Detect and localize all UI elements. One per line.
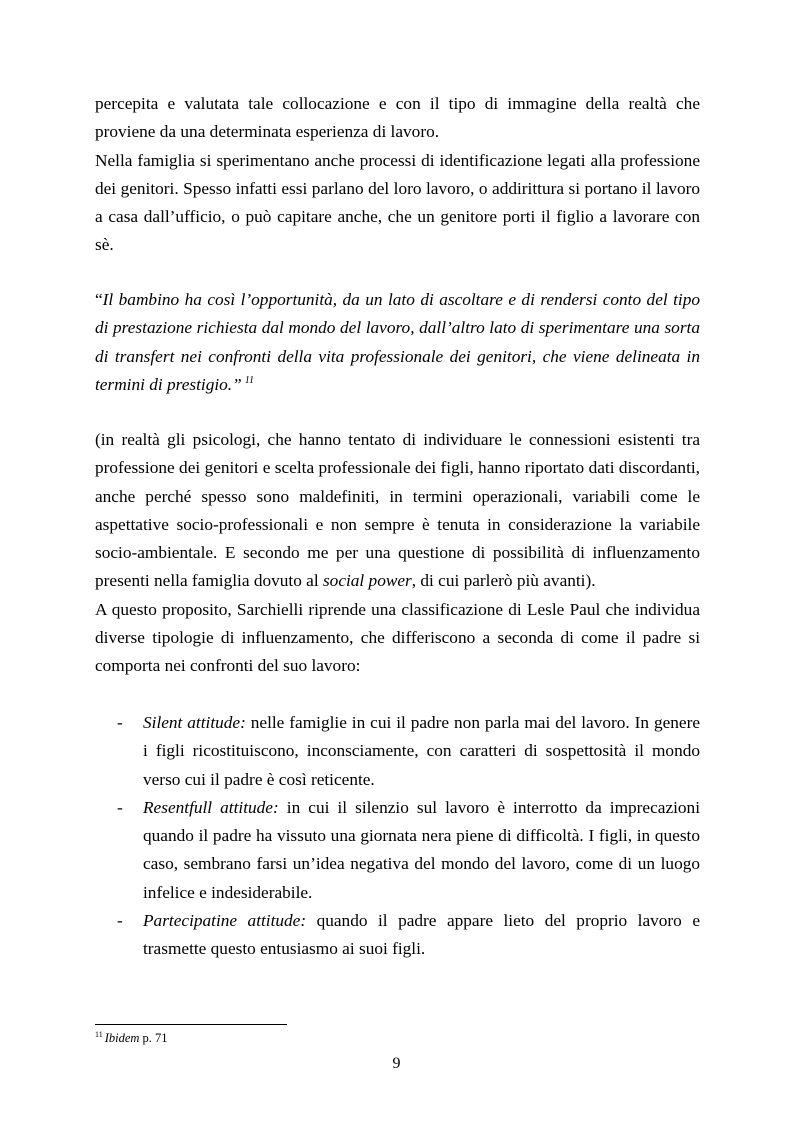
attitude-list — [95, 709, 700, 964]
footnote — [95, 1031, 168, 1046]
paragraph-line: A questo proposito, Sarchielli riprende una classificazione di Lesle Paul che individua diverse tipologie di influenzamento, che differiscono a seconda di come il padre si comporta nei confronti del suo lavoro: — [95, 599, 700, 676]
footnote-separator — [95, 1024, 287, 1025]
list-dash: - — [117, 797, 123, 817]
italic-term: social power — [322, 571, 412, 591]
footnote-reference[interactable]: 11 — [244, 374, 255, 386]
list-item — [95, 794, 700, 907]
list-item-text: nelle famiglie in cui il padre non parla mai del lavoro. In genere i figli ricostituiscono, inconsciamente, con caratteri di sospettosità il mondo verso cui il padre è così reticente. — [143, 713, 700, 789]
footnote-text: p. 71 — [139, 1031, 168, 1045]
page-number: 9 — [392, 1055, 401, 1072]
block-quote — [95, 286, 700, 399]
quote-open-mark: “ — [95, 290, 103, 309]
body-paragraph — [95, 90, 700, 260]
footnote-italic: Ibidem — [104, 1031, 140, 1045]
list-dash: - — [117, 911, 123, 931]
list-item-term: Resentfull attitude: — [143, 797, 279, 817]
paragraph-line: percepita e valutata tale collocazione e con il tipo di immagine della realtà che proviene da una determinata esperienza di lavoro. — [95, 94, 700, 142]
body-paragraph — [95, 426, 700, 681]
list-item-text: quando il padre appare lieto del proprio lavoro e trasmette questo entusiasmo ai suoi figli. — [143, 911, 700, 959]
list-dash: - — [117, 713, 123, 732]
list-item — [95, 709, 700, 794]
list-item-term: Silent attitude: — [143, 713, 246, 732]
quote-text: Il bambino ha così l’opportunità, da un lato di ascoltare e di rendersi conto del tipo di prestazione richiesta dal mondo del lavoro, dall’altro lato di sperimentare una sorta di transfert nei confronti della vita professionale dei genitori, che viene delineata in termini di prestigio.” — [95, 290, 700, 394]
list-item-text: in cui il silenzio sul lavoro è interrotto da imprecazioni quando il padre ha vissuto una giornata nera piene di difficoltà. I figli, in questo caso, sembrano farsi un’idea negativa del mondo del lavoro, come di un luogo infelice e indesiderabile. — [143, 797, 700, 902]
list-item-term: Partecipatine attitude: — [143, 911, 307, 931]
list-item — [95, 907, 700, 964]
footnote-number: 11 — [95, 1030, 103, 1039]
paragraph-text: , di cui parlerò più avanti). — [411, 571, 596, 591]
paragraph-text: (in realtà gli psicologi, che hanno tentato di individuare le connessioni esistenti tra professione dei genitori e scelta professionale dei figli, hanno riportato dati discordanti, anche perché spesso sono maldefiniti, in termini operazionali, variabili come le aspettative socio-professionali e non sempre è tenuta in considerazione la variabile socio-ambientale. E secondo me per una questione di possibilità di influenzamento presenti nella famiglia dovuto al — [95, 430, 700, 591]
paragraph-line: Nella famiglia si sperimentano anche processi di identificazione legati alla professione dei genitori. Spesso infatti essi parlano del loro lavoro, o addirittura si portano il lavoro a casa dall’ufficio, o può capitare anche, che un genitore porti il figlio a lavorare con sè. — [95, 150, 700, 255]
